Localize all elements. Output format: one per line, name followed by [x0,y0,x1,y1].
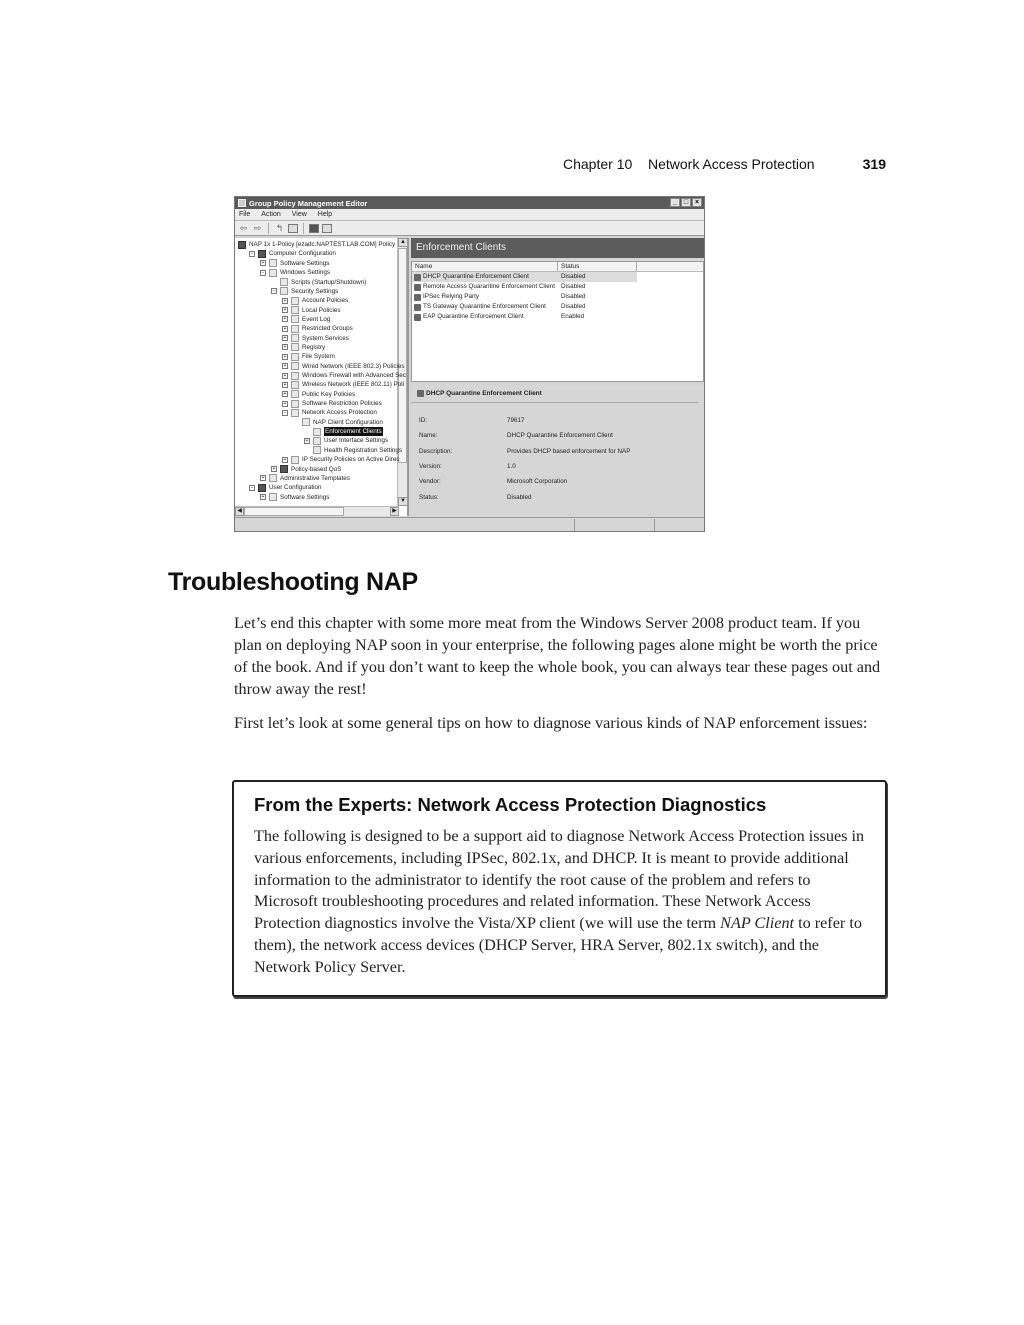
client-status: Disabled [561,283,586,290]
tree-item[interactable] [249,249,336,258]
client-name-cell [412,272,558,282]
column-header-empty [637,262,703,271]
tree-item-label: Security Settings [291,287,339,295]
tree-horizontal-scrollbar[interactable] [235,506,399,516]
tree-item[interactable] [271,464,341,473]
tree-item[interactable] [282,455,400,464]
detail-key: ID: [419,417,428,424]
folder-icon [269,493,277,501]
client-name-cell [412,292,558,302]
client-name: Remote Access Quarantine Enforcement Client [423,283,555,290]
tree-item-label: Network Access Protection [302,409,377,417]
policy-node-icon [258,484,266,492]
policy-node-icon [258,250,266,258]
tree-item[interactable] [249,483,322,492]
window-titlebar [235,197,704,209]
tree-item-label: Software Settings [280,493,330,501]
toolbar-separator [268,223,269,234]
window-title: Group Policy Management Editor [249,198,368,208]
expand-icon[interactable]: + [283,400,287,407]
client-name-cell [412,312,558,322]
folder-icon [269,269,277,277]
details-pane [411,238,704,516]
console-tree [235,238,409,516]
folder-icon [313,446,321,454]
folder-icon [269,259,277,267]
app-icon [238,199,246,207]
tree-item[interactable] [304,427,383,436]
tree-item-label: Enforcement Clients [325,428,382,436]
expand-icon[interactable]: + [261,260,265,267]
client-name-cell [412,302,558,312]
detail-key: Vendor: [419,478,441,486]
maximize-button[interactable]: □ [681,198,691,207]
menu-file[interactable]: File [239,211,251,218]
scroll-left-arrow-icon[interactable]: ◀ [235,507,244,516]
column-header-status[interactable]: Status [558,262,637,271]
folder-icon [280,278,288,286]
tree-spacer [271,279,277,285]
folder-icon [291,381,299,389]
tree-item[interactable] [238,240,395,249]
client-status: Enabled [561,313,585,320]
tree-item[interactable] [260,492,329,501]
sidebar-body [254,826,869,979]
tree-item-label: Local Policies [302,306,341,314]
tree-item-label: User Configuration [269,484,322,492]
tree-spacer [304,429,310,435]
folder-icon [291,456,299,464]
tree-item-label: NAP Client Configuration [313,418,383,426]
expand-icon[interactable]: + [283,316,287,323]
minimize-button[interactable]: _ [670,198,680,207]
client-status: Disabled [561,273,586,280]
expand-icon[interactable]: + [261,494,265,501]
tree-item[interactable] [282,399,382,408]
scroll-up-arrow-icon[interactable]: ▲ [398,238,408,247]
detail-value: 79617 [507,417,525,424]
list-item[interactable] [412,272,637,282]
from-the-experts-sidebar [232,780,887,997]
enforcement-client-list [411,261,704,382]
tree-item-label: Wired Network (IEEE 802.3) Policies [302,362,405,370]
tree-item[interactable] [293,418,383,427]
forward-arrow-icon[interactable]: ⇨ [253,223,262,233]
tree-item-label: Windows Settings [280,269,331,277]
tips-paragraph: First let’s look at some general tips on how to diagnose various kinds of NAP enforcement issues: [234,714,868,732]
expand-icon[interactable]: + [283,381,287,388]
tree-item-label: Software Settings [280,259,330,267]
collapse-icon[interactable]: − [272,288,276,295]
enforcement-client-icon [414,284,421,291]
expand-icon[interactable]: + [261,475,265,482]
tree-item[interactable] [282,324,353,333]
client-name: TS Gateway Quarantine Enforcement Client [423,303,546,310]
status-divider [654,519,655,531]
expand-icon[interactable]: + [272,466,276,473]
tree-item-label: Administrative Templates [280,474,350,482]
detail-field [419,463,516,470]
list-item[interactable] [412,282,703,292]
expand-icon[interactable]: + [283,372,287,379]
tree-item-label: Account Policies [302,297,349,305]
enforcement-client-icon [414,314,421,321]
expand-icon[interactable]: + [305,437,309,444]
collapse-icon[interactable]: − [283,409,287,416]
expand-icon[interactable]: + [283,344,287,351]
tree-item[interactable] [282,296,348,305]
menu-view[interactable]: View [291,211,307,218]
tree-item-label: Policy-based QoS [291,465,342,473]
sidebar-text: The following is designed to be a support aid to diagnose Network Access Protection issues in various enforcements, including IPSec, 802.1x, and DHCP. It is meant to provide additional information to the administrator to identify the root cause of the problem and refers to Microsoft troubleshooting procedures and related information. These Network Access Protection diagnostics involve the Vista/XP client (we will use the term [254,827,865,933]
scroll-down-arrow-icon[interactable]: ▼ [398,497,408,506]
scroll-right-arrow-icon[interactable]: ▶ [390,507,399,516]
tree-item-label: NAP 1x 1-Policy [ezadc.NAPTEST.LAB.COM] Policy [249,241,396,249]
tree-item-label: Health Registration Settings [324,446,403,454]
sidebar-title: From the Experts: Network Access Protection Diagnostics [254,794,767,815]
folder-icon [291,390,299,398]
tree-item[interactable] [282,343,325,352]
tree-item[interactable] [260,268,330,277]
tree-item[interactable] [282,334,349,343]
tree-item[interactable] [304,436,388,445]
expand-icon[interactable]: + [283,307,287,314]
enforcement-client-icon [414,274,421,281]
panes [235,238,704,516]
page-number: 319 [862,156,886,172]
tree-spacer [293,419,299,425]
running-head [560,156,886,176]
tree-item-label: User Interface Settings [324,437,389,445]
collapse-icon[interactable]: − [261,269,265,276]
scroll-thumb[interactable] [244,507,344,516]
detail-value: 1.0 [507,462,516,470]
list-item[interactable] [412,302,703,312]
menu-bar [235,209,704,221]
intro-paragraph: Let’s end this chapter with some more meat from the Windows Server 2008 product team. If you plan on deploying NAP soon in your enterprise, the following pages alone might be worth the price of the book. And if you don’t want to keep the whole book, you can always tear these pages out and throw away the rest! [234,614,881,698]
detail-key: Version: [419,462,442,470]
list-item[interactable] [412,292,703,302]
policy-node-icon [238,241,246,249]
show-hide-tree-icon[interactable] [288,224,298,233]
list-item[interactable] [412,312,703,322]
folder-icon [291,353,299,361]
status-bar [235,517,704,531]
sidebar-emphasis: NAP Client [720,914,795,933]
column-header-name[interactable]: Name [412,262,558,271]
menu-help[interactable]: Help [317,211,333,218]
up-folder-icon[interactable]: ↰ [275,223,284,233]
folder-icon [291,400,299,408]
tree-item[interactable] [282,390,355,399]
back-arrow-icon[interactable]: ⇦ [239,223,248,233]
detail-key: Description: [419,447,453,455]
folder-icon [302,418,310,426]
client-name-cell [412,282,558,292]
detail-key: Name: [419,432,438,440]
collapse-icon[interactable]: − [250,484,254,491]
folder-icon [291,334,299,342]
policy-node-icon [280,465,288,473]
details-title [411,385,698,403]
client-status: Disabled [561,303,586,310]
tree-item[interactable] [282,362,405,371]
detail-field [419,478,567,485]
client-name: DHCP Quarantine Enforcement Client [423,273,529,280]
tree-item-label: System Services [302,334,349,342]
section-title: Troubleshooting NAP [168,568,418,596]
tree-item[interactable] [304,446,402,455]
folder-icon [291,409,299,417]
folder-icon [313,428,321,436]
tree-spacer [304,447,310,453]
detail-value: Provides DHCP based enforcement for NAP [507,447,631,455]
toolbar-separator [303,223,304,234]
expand-icon[interactable]: + [283,335,287,342]
client-name: EAP Quarantine Enforcement Client [423,313,524,320]
tree-item[interactable] [282,371,406,380]
tree-item[interactable] [260,474,350,483]
chapter-number: Chapter 10 [563,156,633,172]
detail-value: DHCP Quarantine Enforcement Client [507,432,613,440]
folder-icon [313,437,321,445]
details-title-text: DHCP Quarantine Enforcement Client [426,390,542,397]
client-status: Disabled [561,293,586,300]
folder-icon [291,372,299,380]
client-name: IPSec Relying Party [423,293,479,300]
tree-item-label: File System [302,353,335,361]
tree-item-label: Computer Configuration [269,250,336,258]
tree-item-label: Software Restriction Policies [302,400,382,408]
expand-icon[interactable]: + [283,391,287,398]
sidebar-text: to refer to them), the network access devices (DHCP Server, HRA Server, 802.1x switch), and the Network Policy Server. [254,914,862,976]
scroll-thumb[interactable] [398,248,407,463]
expand-icon[interactable]: + [283,325,287,332]
tree-item[interactable] [271,287,338,296]
list-header [412,262,703,272]
pane-header: Enforcement Clients [411,238,704,258]
expand-icon[interactable]: + [283,456,287,463]
tree-item[interactable] [282,315,330,324]
tree-item[interactable] [282,305,341,314]
tree-item[interactable] [271,277,366,286]
tree-item-label: Windows Firewall with Advanced Sec [302,372,406,380]
tree-item-label: Registry [302,343,326,351]
expand-icon[interactable]: + [283,297,287,304]
close-button[interactable]: × [692,198,702,207]
folder-icon [291,362,299,370]
detail-field [419,448,630,455]
help-icon[interactable] [309,224,319,233]
expand-icon[interactable]: + [283,363,287,370]
folder-icon [291,315,299,323]
detail-value: Disabled [507,493,532,501]
expand-icon[interactable]: + [283,353,287,360]
detail-field [419,417,525,424]
chapter-title: Network Access Protection [648,156,815,172]
collapse-icon[interactable]: − [250,250,254,257]
toolbar [235,221,704,236]
tree-item-label: Wireless Network (IEEE 802.11) Poli [302,381,405,389]
folder-icon [291,297,299,305]
detail-value: Microsoft Corporation [507,478,568,486]
folder-icon [269,474,277,482]
tree-item-label: Scripts (Startup/Shutdown) [291,278,367,286]
window-controls [670,198,702,207]
detail-field [419,494,532,501]
detail-field [419,432,613,439]
detail-key: Status: [419,493,439,501]
folder-icon [280,287,288,295]
properties-icon[interactable] [322,224,332,233]
tree-item[interactable] [282,352,335,361]
folder-icon [291,343,299,351]
tree-item-label: IP Security Policies on Active Direc [302,456,400,464]
tree-item-label: Public Key Policies [302,390,356,398]
list-rows [412,272,703,322]
tree-item[interactable] [282,380,404,389]
status-divider [574,519,575,531]
folder-icon [291,325,299,333]
gpme-window-figure [234,196,705,532]
client-details-panel [411,385,704,516]
folder-icon [291,306,299,314]
client-icon [417,390,424,397]
enforcement-client-icon [414,294,421,301]
tree-item-label: Event Log [302,315,331,323]
tree-item[interactable] [282,408,377,417]
enforcement-client-icon [414,304,421,311]
menu-action[interactable]: Action [261,211,281,218]
tree-item[interactable] [260,259,329,268]
tree-item-label: Restricted Groups [302,325,353,333]
